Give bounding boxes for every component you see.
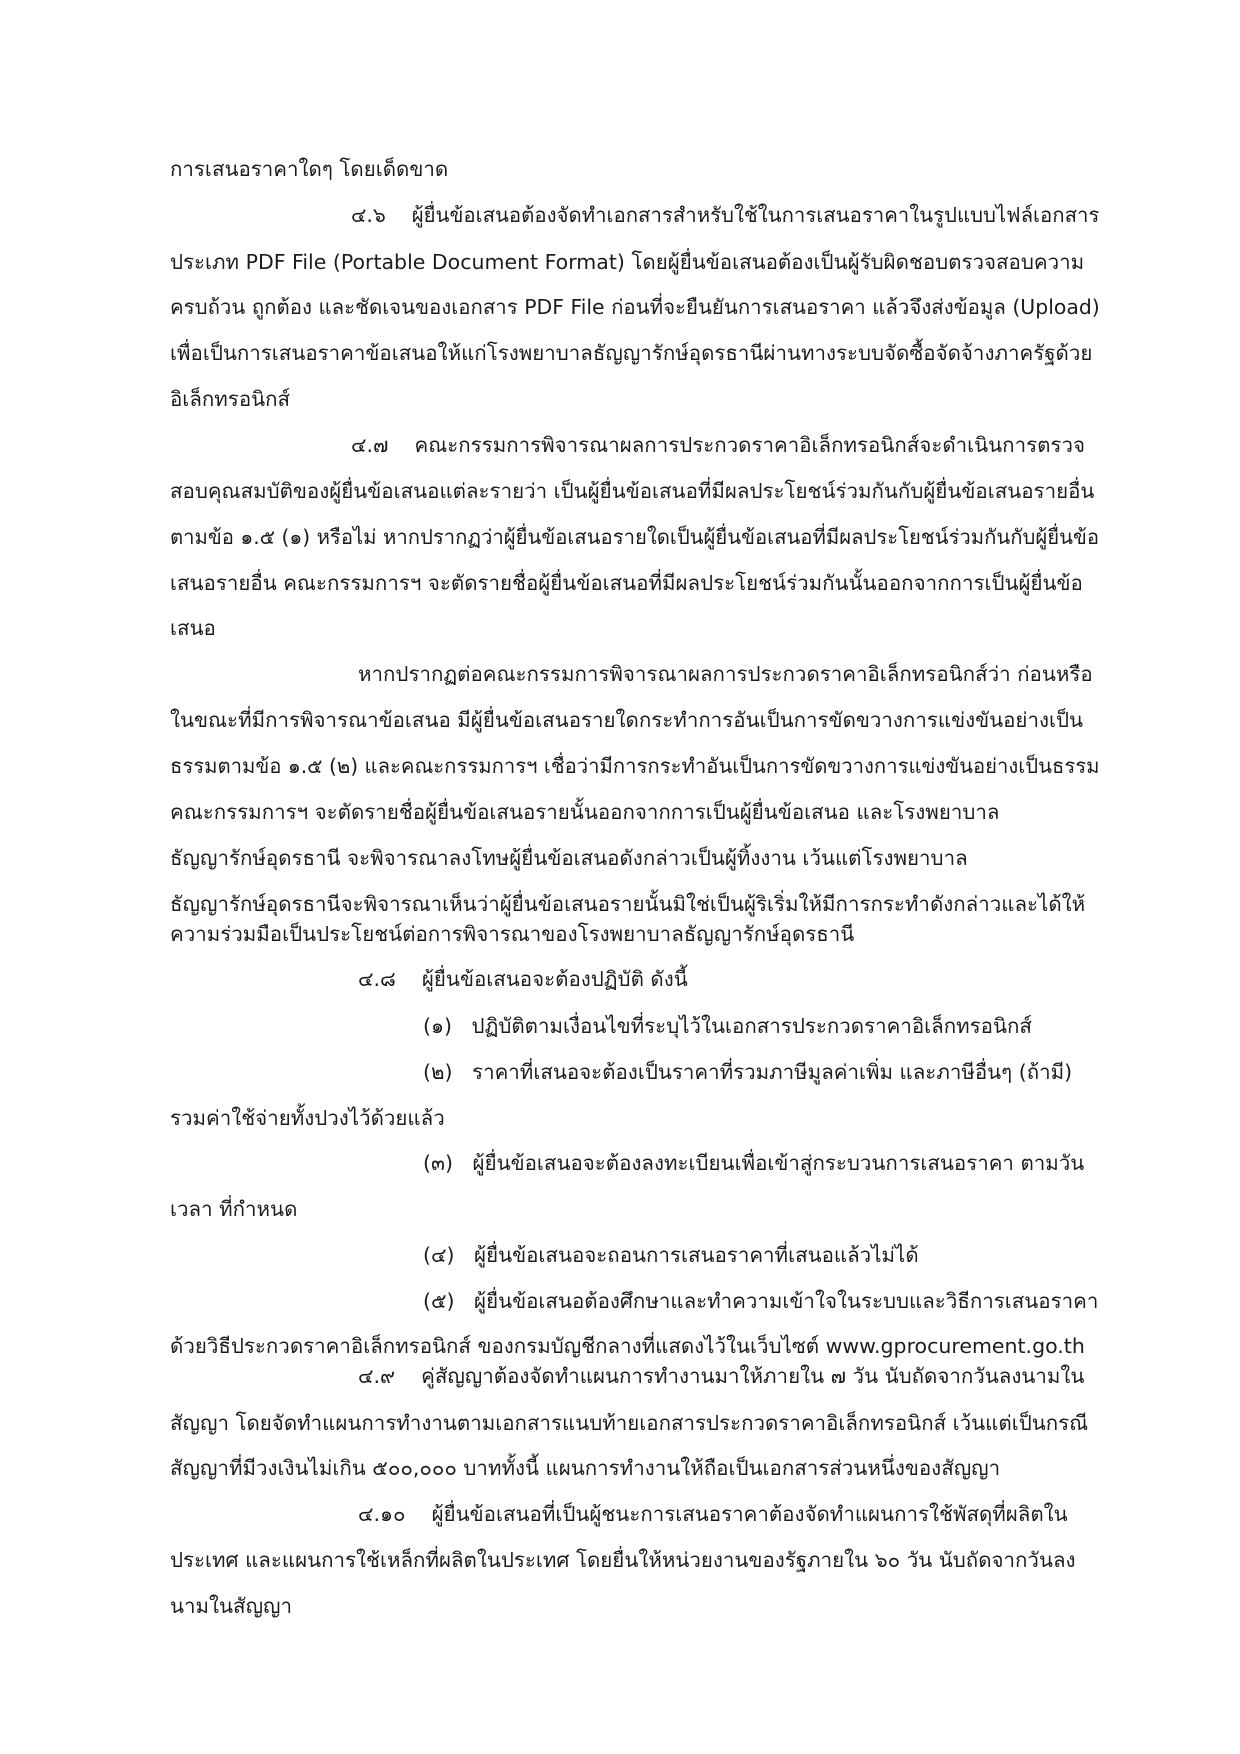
text-line: ด้วยวิธีประกวดราคาอิเล็กทรอนิกส์ ของกรมบัญชีกลางที่แสดงไว้ในเว็บไซต์ www.gprocurement.go.th: [170, 1334, 1085, 1358]
text-line: ในขณะที่มีการพิจารณาข้อเสนอ มีผู้ยื่นข้อเสนอรายใดกระทำการอันเป็นการขัดขวางการแข่งขันอย่างเป็น: [170, 708, 1084, 732]
text-line: ๔.๑๐ ผู้ยื่นข้อเสนอที่เป็นผู้ชนะการเสนอราคาต้องจัดทำแผนการใช้พัสดุที่ผลิตใน: [358, 1502, 1068, 1526]
text-line: หากปรากฏต่อคณะกรรมการพิจารณาผลการประกวดราคาอิเล็กทรอนิกส์ว่า ก่อนหรือ: [358, 662, 1093, 686]
text-line: (๔) ผู้ยื่นข้อเสนอจะถอนการเสนอราคาที่เสนอแล้วไม่ได้: [423, 1243, 919, 1267]
text-line: ธัญญารักษ์อุดรธานีจะพิจารณาเห็นว่าผู้ยื่นข้อเสนอรายนั้นมิใช่เป็นผู้ริเริ่มให้มีการกระทำดังกล่าวและได้ให้: [170, 892, 1086, 916]
text-line: (๓) ผู้ยื่นข้อเสนอจะต้องลงทะเบียนเพื่อเข้าสู่กระบวนการเสนอราคา ตามวัน: [423, 1151, 1085, 1175]
text-line: ๔.๗ คณะกรรมการพิจารณาผลการประกวดราคาอิเล็กทรอนิกส์จะดำเนินการตรวจ: [351, 433, 1085, 457]
text-line: ประเทศ และแผนการใช้เหล็กที่ผลิตในประเทศ โดยยื่นให้หน่วยงานของรัฐภายใน ๖๐ วัน นับถัดจากวันลง: [170, 1548, 1076, 1572]
text-line: อิเล็กทรอนิกส์: [170, 387, 291, 411]
text-line: (๕) ผู้ยื่นข้อเสนอต้องศึกษาและทำความเข้าใจในระบบและวิธีการเสนอราคา: [423, 1289, 1099, 1313]
text-line: เวลา ที่กำหนด: [170, 1197, 298, 1221]
text-line: ตามข้อ ๑.๕ (๑) หรือไม่ หากปรากฏว่าผู้ยื่นข้อเสนอรายใดเป็นผู้ยื่นข้อเสนอที่มีผลประโยชน์ร่วมกันกับผู้ยื่นข้อ: [170, 525, 1100, 549]
text-line: รวมค่าใช้จ่ายทั้งปวงไว้ด้วยแล้ว: [170, 1106, 445, 1130]
text-line: ๔.๙ คู่สัญญาต้องจัดทำแผนการทำงานมาให้ภายใน ๗ วัน นับถัดจากวันลงนามใน: [358, 1364, 1085, 1388]
text-line: ความร่วมมือเป็นประโยชน์ต่อการพิจารณาของโรงพยาบาลธัญญารักษ์อุดรธานี: [170, 922, 855, 946]
text-line: ธัญญารักษ์อุดรธานี จะพิจารณาลงโทษผู้ยื่นข้อเสนอดังกล่าวเป็นผู้ทิ้งงาน เว้นแต่โรงพยาบาล: [170, 846, 968, 870]
text-line: เสนอ: [170, 616, 216, 640]
text-line: ประเภท PDF File (Portable Document Format) โดยผู้ยื่นข้อเสนอต้องเป็นผู้รับผิดชอบตรวจสอบความ: [170, 250, 1085, 274]
text-line: เพื่อเป็นการเสนอราคาข้อเสนอให้แก่โรงพยาบาลธัญญารักษ์อุดรธานีผ่านทางระบบจัดซื้อจัดจ้างภาครัฐด้วย: [170, 341, 1093, 365]
text-line: คณะกรรมการฯ จะตัดรายชื่อผู้ยื่นข้อเสนอรายนั้นออกจากการเป็นผู้ยื่นข้อเสนอ และโรงพยาบาล: [170, 800, 1000, 824]
text-line: สัญญา โดยจัดทำแผนการทำงานตามเอกสารแนบท้ายเอกสารประกวดราคาอิเล็กทรอนิกส์ เว้นแต่เป็นกรณี: [170, 1411, 1089, 1435]
text-line: ครบถ้วน ถูกต้อง และชัดเจนของเอกสาร PDF File ก่อนที่จะยืนยันการเสนอราคา แล้วจึงส่งข้อมูล (Upload): [170, 295, 1100, 319]
text-line: สอบคุณสมบัติของผู้ยื่นข้อเสนอแต่ละรายว่า เป็นผู้ยื่นข้อเสนอที่มีผลประโยชน์ร่วมกันกับผู้ยื่นข้อเสนอรายอื่น: [170, 479, 1095, 503]
text-line: ๔.๖ ผู้ยื่นข้อเสนอต้องจัดทำเอกสารสำหรับใช้ในการเสนอราคาในรูปแบบไฟล์เอกสาร: [351, 203, 1100, 227]
text-line: การเสนอราคาใดๆ โดยเด็ดขาด: [170, 157, 449, 181]
text-line: นามในสัญญา: [170, 1594, 293, 1618]
text-line: (๒) ราคาที่เสนอจะต้องเป็นราคาที่รวมภาษีมูลค่าเพิ่ม และภาษีอื่นๆ (ถ้ามี): [423, 1060, 1073, 1084]
text-line: ธรรมตามข้อ ๑.๕ (๒) และคณะกรรมการฯ เชื่อว่ามีการกระทำอันเป็นการขัดขวางการแข่งขันอย่างเป็นธรรม: [170, 754, 1100, 778]
text-line: สัญญาที่มีวงเงินไม่เกิน ๕๐๐,๐๐๐ บาททั้งนี้ แผนการทำงานให้ถือเป็นเอกสารส่วนหนึ่งของสัญญา: [170, 1456, 1001, 1480]
text-line: (๑) ปฏิบัติตามเงื่อนไขที่ระบุไว้ในเอกสารประกวดราคาอิเล็กทรอนิกส์: [423, 1014, 1032, 1038]
text-line: ๔.๘ ผู้ยื่นข้อเสนอจะต้องปฏิบัติ ดังนี้: [358, 967, 688, 991]
text-line: เสนอรายอื่น คณะกรรมการฯ จะตัดรายชื่อผู้ยื่นข้อเสนอที่มีผลประโยชน์ร่วมกันนั้นออกจากการเป็นผู้ยื่นข้อ: [170, 571, 1083, 595]
